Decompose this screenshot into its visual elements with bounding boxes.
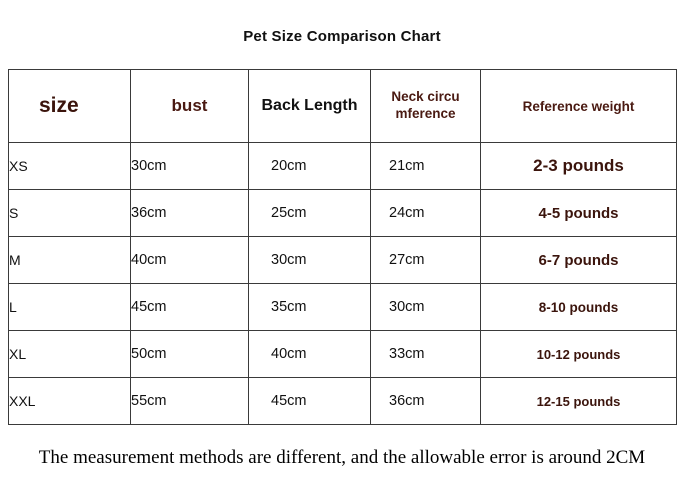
cell-neck: 21cm (371, 143, 481, 190)
cell-size: XXL (9, 378, 131, 425)
cell-size: M (9, 237, 131, 284)
table-header-row (9, 70, 677, 143)
cell-neck: 36cm (371, 378, 481, 425)
cell-size: XL (9, 331, 131, 378)
table-row (9, 284, 677, 331)
cell-reference-weight: 12-15 pounds (481, 378, 677, 425)
measurement-note: The measurement methods are different, and the allowable error is around 2CM (38, 447, 646, 468)
page-title: Pet Size Comparison Chart (243, 28, 441, 45)
cell-bust: 30cm (131, 143, 249, 190)
column-header-back-length: Back Length (249, 70, 371, 143)
size-comparison-table (8, 69, 677, 425)
cell-reference-weight: 10-12 pounds (481, 331, 677, 378)
cell-reference-weight: 4-5 pounds (481, 190, 677, 237)
cell-back-length: 25cm (249, 190, 371, 237)
table-row (9, 378, 677, 425)
column-header-bust: bust (131, 70, 249, 143)
table-row (9, 190, 677, 237)
cell-reference-weight: 2-3 pounds (481, 143, 677, 190)
cell-bust: 50cm (131, 331, 249, 378)
cell-neck: 24cm (371, 190, 481, 237)
cell-neck: 30cm (371, 284, 481, 331)
cell-reference-weight: 8-10 pounds (481, 284, 677, 331)
table-header (9, 70, 677, 143)
cell-size: XS (9, 143, 131, 190)
table-row (9, 237, 677, 284)
table-row (9, 143, 677, 190)
cell-bust: 55cm (131, 378, 249, 425)
cell-bust: 40cm (131, 237, 249, 284)
cell-back-length: 45cm (249, 378, 371, 425)
cell-bust: 36cm (131, 190, 249, 237)
cell-neck: 27cm (371, 237, 481, 284)
column-header-size: size (9, 70, 131, 143)
cell-reference-weight: 6-7 pounds (481, 237, 677, 284)
cell-bust: 45cm (131, 284, 249, 331)
table-body (9, 143, 677, 425)
column-header-reference-weight: Reference weight (481, 70, 677, 143)
cell-back-length: 35cm (249, 284, 371, 331)
cell-back-length: 40cm (249, 331, 371, 378)
size-table-container (8, 69, 676, 425)
cell-back-length: 30cm (249, 237, 371, 284)
cell-size: L (9, 284, 131, 331)
cell-back-length: 20cm (249, 143, 371, 190)
table-row (9, 331, 677, 378)
cell-size: S (9, 190, 131, 237)
column-header-neck-circumference: Neck circu mference (371, 70, 481, 143)
cell-neck: 33cm (371, 331, 481, 378)
